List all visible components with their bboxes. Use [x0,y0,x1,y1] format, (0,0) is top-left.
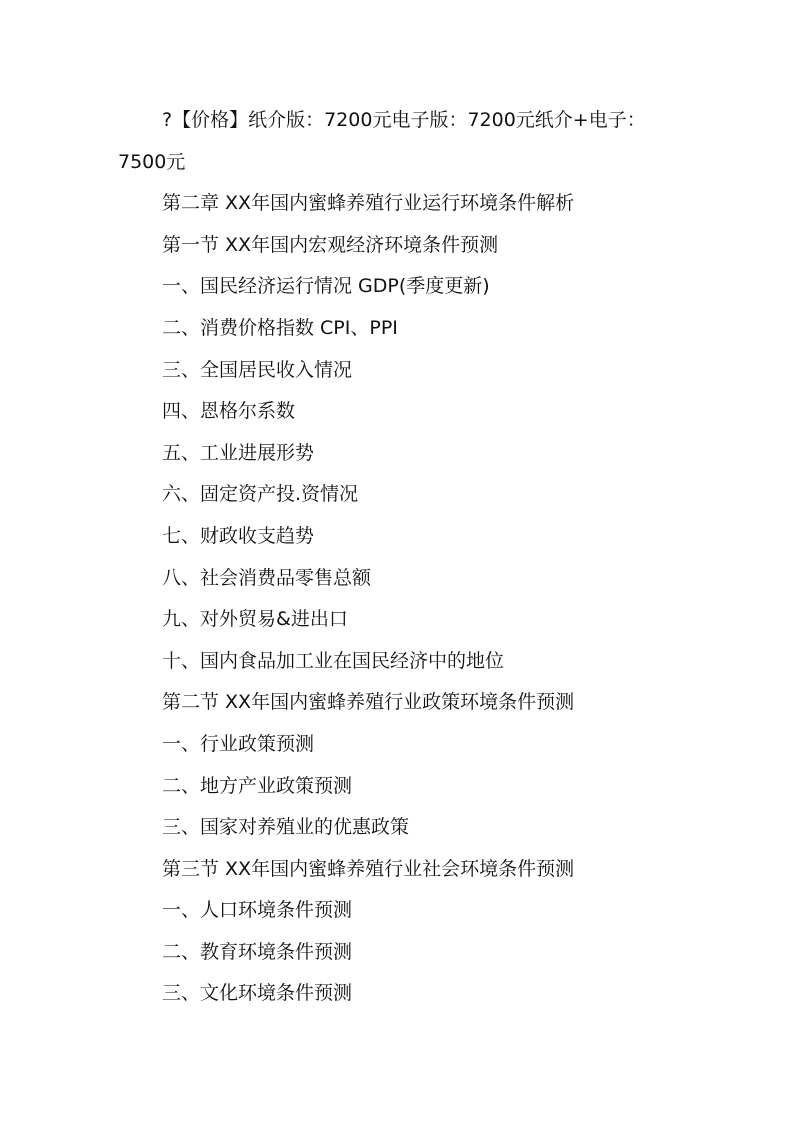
list-item: 六、固定资产投.资情况 [162,483,359,506]
section-heading: 第一节 XX年国内宏观经济环境条件预测 [162,233,499,256]
chapter-heading: 第二章 XX年国内蜜蜂养殖行业运行环境条件解析 [162,192,575,215]
list-item: 二、消费价格指数 CPI、PPI [162,316,398,339]
list-item: 二、地方产业政策预测 [162,774,353,797]
list-item: 一、行业政策预测 [162,732,315,755]
list-item: 一、国民经济运行情况 GDP(季度更新) [162,275,490,298]
list-item: 三、国家对养殖业的优惠政策 [162,816,410,839]
list-item: 三、全国居民收入情况 [162,358,353,381]
section-heading: 第二节 XX年国内蜜蜂养殖行业政策环境条件预测 [162,691,575,714]
section-heading: 第三节 XX年国内蜜蜂养殖行业社会环境条件预测 [162,857,575,880]
list-item: 一、人口环境条件预测 [162,899,353,922]
price-line: ?【价格】纸介版：7200元电子版：7200元纸介+电子： [162,109,646,131]
price-line-continuation: 7500元 [118,150,186,173]
list-item: 三、文化环境条件预测 [162,982,353,1005]
list-item: 九、对外贸易&进出口 [162,608,348,631]
list-item: 八、社会消费品零售总额 [162,566,372,589]
list-item: 二、教育环境条件预测 [162,940,353,963]
list-item: 十、国内食品加工业在国民经济中的地位 [162,649,505,672]
list-item: 五、工业进展形势 [162,441,315,464]
document-body [118,100,698,1015]
list-item: 七、财政收支趋势 [162,524,315,547]
list-item: 四、恩格尔系数 [162,400,296,423]
